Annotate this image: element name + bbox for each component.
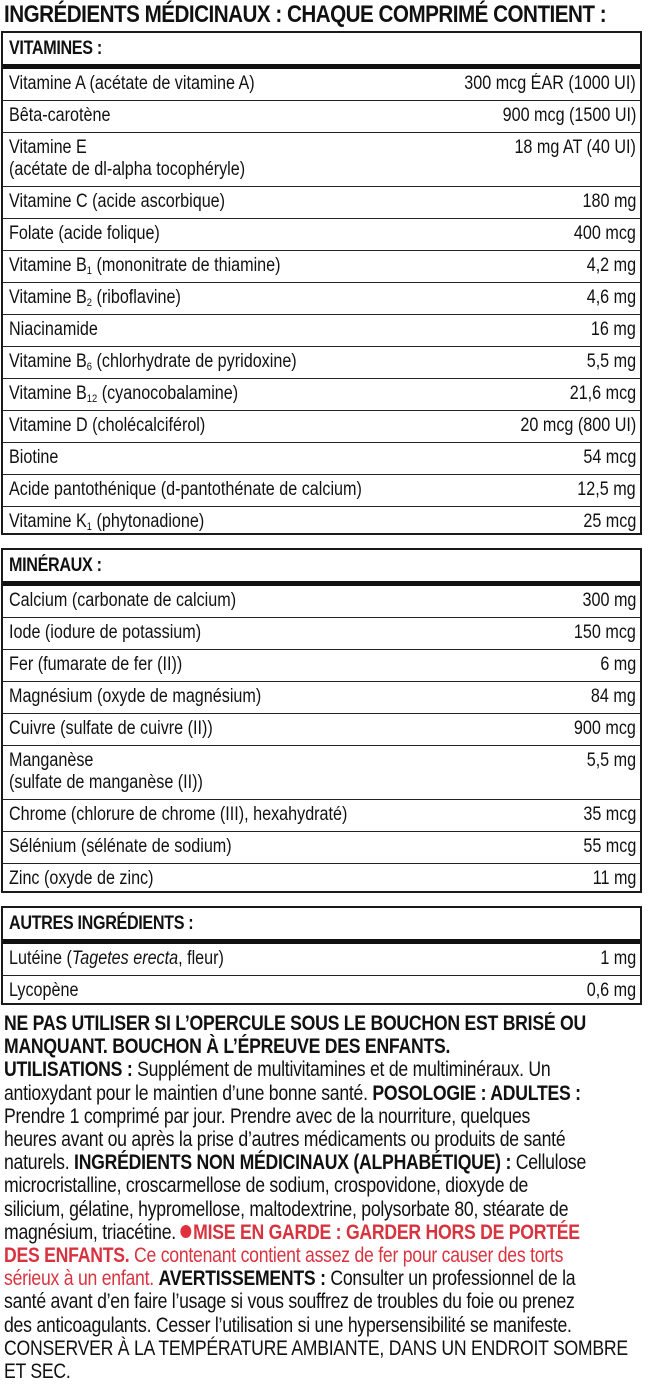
table-row: Acide pantothénique (d-pantothénate de calcium) 12,5 mg (3, 475, 640, 507)
table-row: Vitamine $B_{12}$ (cyanocobalamine) 21,6 mcg (3, 379, 640, 411)
table-row: Vitamine D (cholécalciférol) 20 mcg (800 UI) (3, 411, 640, 443)
table-row: Lutéine (Tagetes erecta, fleur) 1 mg (3, 944, 640, 976)
seal-warning: NE PAS UTILISER SI L’OPERCULE SOUS LE BOUCHON EST BRISÉ OU (4, 1012, 586, 1035)
label-notes: NE PAS UTILISER SI L’OPERCULE SOUS LE BOUCHON EST BRISÉ OU MANQUANT. BOUCHON À L’ÉPREUVE DES ENFANTS. UTILISATIONS : Supplément de multivitamines et de multiminéraux. Un antioxydant pour le maintien d’une bonne santé. POSOLOGIE : ADULTES : Prendre 1 comprimé par jour. Prendre avec de la nourriture, quelques heures avant ou après la prise d’autres médicaments ou produits de santé naturels. INGRÉDIENTS NON MÉDICINAUX (ALPHABÉTIQUE) : Cellulose microcristalline, croscarmellose de sodium, crospovidone, dioxyde de silicium, gélatine, hypromellose, maltodextrine, polysorbate 80, stéarate de magnésium, triacétine. MISE EN GARDE : GARDER HORS DE PORTÉE DES ENFANTS. Ce contenant contient assez de fer pour causer des torts sérieux à un enfant. AVERTISSEMENTS : Consulter un professionnel de la santé avant d’en faire l’usage si vous souffrez de troubles du foie ou prenez des anticoagulants. Cesser l’utilisation si une hypersensibilité se manifeste. CONSERVER À LA TEMPÉRATURE AMBIANTE, DANS UN ENDROIT SOMBRE ET SEC. (4, 1012, 642, 1383)
other-ingredients-header: AUTRES INGRÉDIENTS : (3, 908, 640, 944)
table-row: Chrome (chlorure de chrome (III), hexahydraté) 35 mcg (3, 800, 640, 832)
table-row: Biotine 54 mcg (3, 443, 640, 475)
dosage-section: Prendre 1 comprimé par jour. Prendre avec de la nourriture, quelques (4, 1104, 531, 1128)
table-row: Niacinamide 16 mg (3, 315, 640, 347)
table-row: Vitamine $B_1$ (mononitrate de thiamine) 4,2 mg (3, 251, 640, 283)
vitamins-header: VITAMINES : (3, 33, 640, 69)
table-row: Vitamine $B_2$ (riboflavine) 4,6 mg (3, 283, 640, 315)
storage-instructions: CONSERVER À LA TEMPÉRATURE AMBIANTE, DANS UN ENDROIT SOMBRE (4, 1336, 628, 1360)
minerals-table (1, 548, 642, 893)
table-row: Lycopène 0,6 mg (9, 980, 636, 1001)
table-row: Vitamine E (acétate de dl-alpha tocophéryle) 18 mg AT (40 UI) (3, 133, 640, 187)
table-row: Calcium (carbonate de calcium) 300 mg (3, 586, 640, 618)
table-row: Vitamine A (acétate de vitamine A) 300 mcg ÉAR (1000 UI) (3, 69, 640, 101)
table-row: Fer (fumarate de fer (II)) 6 mg (3, 650, 640, 682)
uses-section: UTILISATIONS : Supplément de multivitamines et de multiminéraux. Un (4, 1058, 551, 1082)
table-row: Sélénium (sélénate de sodium) 55 mcg (3, 832, 640, 864)
table-row: Iode (iodure de potassium) 150 mcg (3, 618, 640, 650)
other-ingredients-table (1, 906, 642, 1005)
table-row: Zinc (oxyde de zinc) 11 mg (9, 868, 636, 889)
warnings-label: AVERTISSEMENTS : (158, 1267, 326, 1291)
table-row: Bêta-carotène 900 mcg (1500 UI) (3, 101, 640, 133)
minerals-header: MINÉRAUX : (3, 550, 640, 586)
table-row: Vitamine $B_6$ (chlorhydrate de pyridoxine) 5,5 mg (3, 347, 640, 379)
table-row: Manganèse (sulfate de manganèse (II)) 5,5 mg (3, 746, 640, 800)
table-row: Vitamine C (acide ascorbique) 180 mg (3, 187, 640, 219)
table-row: Vitamine $K_1$ (phytonadione) 25 mcg (9, 511, 636, 533)
table-row: Cuivre (sulfate de cuivre (II)) 900 mcg (3, 714, 640, 746)
page-title: INGRÉDIENTS MÉDICINAUX : CHAQUE COMPRIMÉ CONTIENT : (4, 1, 607, 28)
caution-label: MISE EN GARDE : GARDER HORS DE PORTÉE (193, 1220, 580, 1244)
nonmed-label: INGRÉDIENTS NON MÉDICINAUX (ALPHABÉTIQUE) : (74, 1151, 512, 1175)
table-row: Folate (acide folique) 400 mcg (3, 219, 640, 251)
table-row: Magnésium (oxyde de magnésium) 84 mg (3, 682, 640, 714)
warning-dot-icon (181, 1225, 192, 1238)
dosage-label: POSOLOGIE : ADULTES : (372, 1081, 581, 1105)
vitamins-table (1, 31, 642, 535)
